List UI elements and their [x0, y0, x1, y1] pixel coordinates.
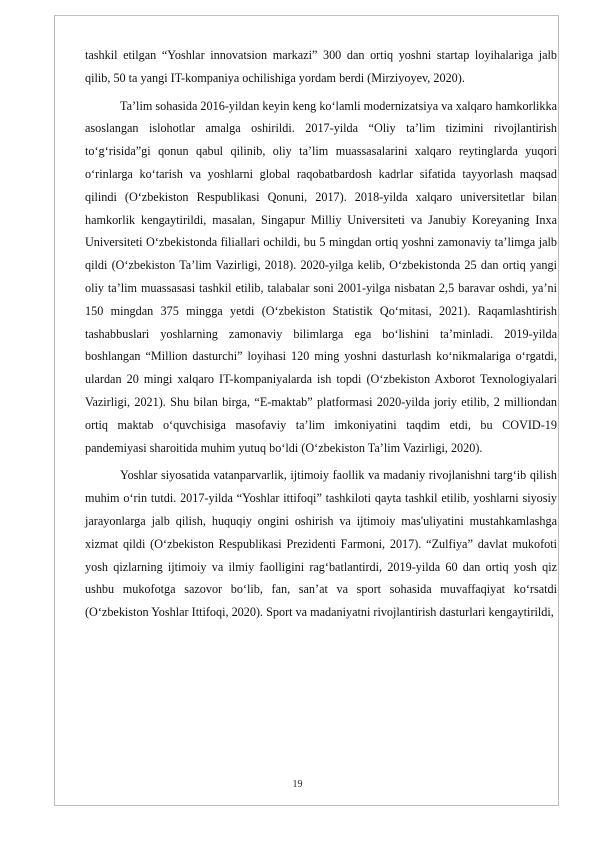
page-number: 19: [292, 779, 303, 790]
document-body: [85, 44, 557, 624]
paragraph-education-reforms: Ta’lim sohasida 2016-yildan keyin keng ko‘lamli modernizatsiya va xalqaro hamkorlikka asoslangan islohotlar amalga oshirildi. 2017-yilda “Oliy ta’lim tizimini rivojlantirish to‘g‘risida”gi qonun qabul qilinib, oliy ta’lim muassasalarini xalqaro reytinglarda yuqori o‘rinlarga ko‘tarish va yoshlarni global raqobatbardosh kadrlar sifatida tayyorlash maqsad qilindi (O‘zbekiston Respublikasi Qonuni, 2017). 2018-yilda xalqaro universitetlar bilan hamkorlik kengaytirildi, masalan, Singapur Milliy Universiteti va Janubiy Koreyaning Inxa Universiteti O‘zbekistonda filiallari ochildi, bu 5 mingdan ortiq yoshni zamonaviy ta’limga jalb qildi (O‘zbekiston Ta’lim Vazirligi, 2018). 2020-yilga kelib, O‘zbekistonda 25 dan ortiq yangi oliy ta’lim muassasasi tashkil etilib, talabalar soni 2001-yilga nisbatan 2,5 baravar oshdi, ya’ni 150 mingdan 375 mingga yetdi (O‘zbekiston Statistik Qo‘mitasi, 2021). Raqamlashtirish tashabbuslari yoshlarning zamonaviy bilimlarga ega bo‘lishini ta’minladi. 2019-yilda boshlangan “Million dasturchi” loyihasi 120 ming yoshni dasturlash ko‘nikmalariga o‘rgatdi, ulardan 20 mingi xalqaro IT-kompaniyalarda ish topdi (O‘zbekiston Axborot Texnologiyalari Vazirligi, 2021). Shu bilan birga, “E-maktab” platformasi 2020-yilda joriy etilib, 2 milliondan ortiq maktab o‘quvchisiga masofaviy ta’lim imkoniyatini taqdim etdi, bu COVID-19 pandemiyasi sharoitida muhim yutuq bo‘ldi (O‘zbekiston Ta’lim Vazirligi, 2020).: [85, 98, 557, 455]
paragraph-youth-policy: Yoshlar siyosatida vatanparvarlik, ijtimoiy faollik va madaniy rivojlanishni targ‘ib qilish muhim o‘rin tutdi. 2017-yilda “Yoshlar ittifoqi” tashkiloti qayta tashkil etilib, yoshlarni siyosiy jarayonlarga jalb qilish, huquqiy ongini oshirish va ijtimoiy mas'uliyatini mustahkamlashga xizmat qildi (O‘zbekiston Respublikasi Prezidenti Farmoni, 2017). “Zulfiya” davlat mukofoti yosh qizlarning ijtimoiy va ilmiy faolligini rag‘batlantirdi, 2019-yilda 60 dan ortiq yosh qiz ushbu mukofotga sazovor bo‘lib, fan, san’at va sport sohasida muvaffaqiyat ko‘rsatdi (O‘zbekiston Yoshlar Ittifoqi, 2020). Sport va madaniyatni rivojlantirish dasturlari kengaytirildi,: [85, 468, 557, 620]
paragraph-continuation: tashkil etilgan “Yoshlar innovatsion markazi” 300 dan ortiq yoshni startap loyihalariga jalb qilib, 50 ta yangi IT-kompaniya ochilishiga yordam berdi (Mirziyoyev, 2020).: [85, 48, 557, 85]
